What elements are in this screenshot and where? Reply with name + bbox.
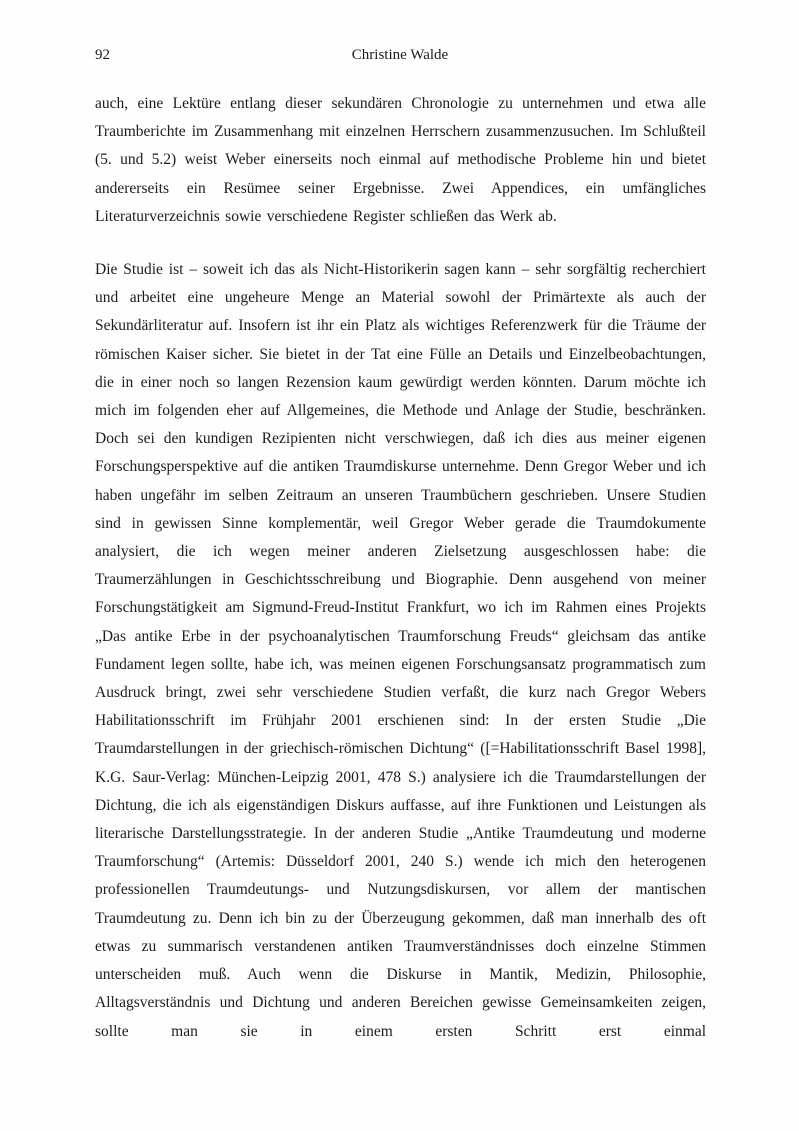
page-body [95,90,706,1046]
paragraph: auch, eine Lektüre entlang dieser sekundären Chronologie zu unternehmen und etwa alle Traumberichte im Zusammenhang mit einzelnen Herrschern zusammenzusuchen. Im Schlußteil (5. und 5.2) weist Weber einerseits noch einmal auf methodische Probleme hin und bietet andererseits ein Resümee seiner Ergebnisse. Zwei Appendices, ein umfängliches Literaturverzeichnis sowie verschiedene Register schließen das Werk ab. [95,95,706,225]
page-number: 92 [95,47,110,63]
paragraph: Die Studie ist – soweit ich das als Nicht-Historikerin sagen kann – sehr sorgfältig recherchiert und arbeitet eine ungeheure Menge an Material sowohl der Primärtexte als auch der Sekundärliteratur auf. Insofern ist ihr ein Platz als wichtiges Referenzwerk für die Träume der römischen Kaiser sicher. Sie bietet in der Tat eine Fülle an Details und Einzelbeobachtungen, die in einer noch so langen Rezension kaum gewürdigt werden könnten. Darum möchte ich mich im folgenden eher auf Allgemeines, die Methode und Anlage der Studie, beschränken. Doch sei den kundigen Rezipienten nicht verschwiegen, daß ich dies aus meiner eigenen Forschungsperspektive auf die antiken Traumdiskurse unternehme. Denn Gregor Weber und ich haben ungefähr im selben Zeitraum an unseren Traumbüchern geschrieben. Unsere Studien sind in gewissen Sinne komplementär, weil Gregor Weber gerade die Traumdokumente analysiert, die ich wegen meiner anderen Zielsetzung ausgeschlossen habe: die Traumerzählungen in Geschichtsschreibung und Biographie. Denn ausgehend von meiner Forschungstätigkeit am Sigmund-Freud-Institut Frankfurt, wo ich im Rahmen eines Projekts „Das antike Erbe in der psychoanalytischen Traumforschung Freuds“ gleichsam das antike Fundament legen sollte, habe ich, was meinen eigenen Forschungsansatz programmatisch zum Ausdruck bringt, zwei sehr verschiedene Studien verfaßt, die kurz nach Gregor Webers Habilitationsschrift im Frühjahr 2001 erschienen sind: In der ersten Studie „Die Traumdarstellungen in der griechisch-römischen Dichtung“ ([=Habilitationsschrift Basel 1998], K.G. Saur-Verlag: München-Leipzig 2001, 478 S.) analysiere ich die Traumdarstellungen der Dichtung, die ich als eigenständigen Diskurs auffasse, auf ihre Funktionen und Leistungen als literarische Darstellungsstrategie. In der anderen Studie „Antike Traumdeutung und moderne Traumforschung“ (Artemis: Düsseldorf 2001, 240 S.) wende ich mich den heterogenen professionellen Traumdeutungs- und Nutzungsdiskursen, vor allem der mantischen Traumdeutung zu. Denn ich bin zu der Überzeugung gekommen, daß man innerhalb des oft etwas zu summarisch verstandenen antiken Traumverständnisses doch einzelne Stimmen unterscheiden muß. Auch wenn die Diskurse in Mantik, Medizin, Philosophie, Alltagsverständnis und Dichtung und anderen Bereichen gewisse Gemeinsamkeiten zeigen, sollte man sie in einem ersten Schritt erst einmal [95,261,706,1040]
running-head: Christine Walde [351,47,449,63]
page-header [95,47,705,67]
